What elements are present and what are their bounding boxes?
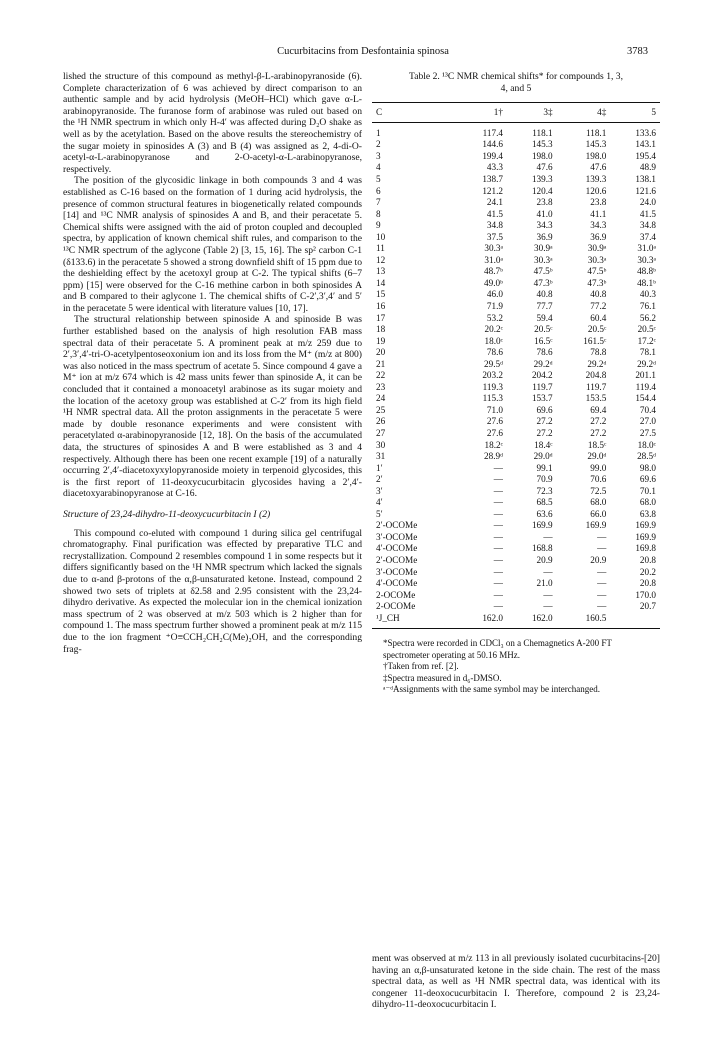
section-heading: Structure of 23,24-dihydro-11-deoxycucurbitacin I (2) — [63, 508, 271, 520]
shift-value-cell: 18.4ᶜ — [534, 439, 553, 450]
paragraph-3: The structural relationship between spinoside A and spinoside B was further established based on the analysis of high resolution FAB mass spectral data of their peracetate 5. A prominent peak at m/z 259 due to 2′,3′,4′-tri-O-acetylpentoseoxonium ion and its loss from the M⁺ (m/z at 800) was also noticed in the mass spectrum of acetate 5. Since compound 4 gave a M⁺ ion at m/z 674 which is 42 mass units fewer than spinoside A, it can be concluded that it contained a monoacetyl arabinose as its sugar moiety and the location of the acetoxy group was established at C-2′ from its high field ¹H NMR spectral data. All the proton assignments in the peracetate 5 were made by double resonance experiments and were consistent with peracetylated α-arabinopyranoside [12, 18]. On the basis of the accumulated data, the structures of spinosides A and B were established as 3 and 4 respectively. Although there has been one recent example [19] of a naturally occurring 2′,4′-diacetoxyxylopyranoside moiety in terpenoid glycosides, this is the first report of 11-deoxycucurbitacin glycosides having a 2′,4′-diacetoxyarabinopyranose at C-16. — [63, 314, 362, 500]
shift-value-cell: 72.5 — [590, 485, 607, 496]
shift-value-cell: 70.6 — [590, 474, 607, 485]
table-row — [372, 324, 660, 336]
table-caption-line-2: 4, and 5 — [500, 82, 532, 94]
shift-value-cell: 41.1 — [590, 208, 607, 219]
table-row — [372, 336, 660, 348]
header-compound-5: 5 — [651, 107, 656, 118]
shift-value-cell: 29.2ᵈ — [587, 358, 607, 369]
shift-value-cell: 71.0 — [486, 404, 503, 415]
shift-value-cell: 34.3 — [590, 220, 607, 231]
shift-value-cell: 70.4 — [639, 404, 656, 415]
shift-value-cell: 119.7 — [532, 381, 553, 392]
shift-value-cell: 153.5 — [585, 393, 607, 404]
carbon-label-cell: 20 — [376, 347, 386, 358]
shift-value-cell: 43.3 — [486, 162, 503, 173]
table-row — [372, 243, 660, 255]
shift-value-cell: 30.3ᵃ — [484, 243, 503, 254]
shift-value-cell: 133.6 — [635, 127, 656, 138]
shift-value-cell: — — [493, 508, 503, 519]
shift-value-cell: 47.6 — [536, 162, 553, 173]
carbon-label-cell: 30 — [376, 439, 386, 450]
shift-value-cell: 56.2 — [639, 312, 656, 323]
carbon-label-cell: 8 — [376, 208, 381, 219]
table-row — [372, 393, 660, 405]
carbon-label-cell: 3 — [376, 150, 381, 161]
shift-value-cell: — — [597, 589, 607, 600]
table-row — [372, 139, 660, 151]
chemical-shift-table — [372, 102, 660, 629]
shift-value-cell: 29.5ᵈ — [484, 358, 503, 369]
shift-value-cell: 139.3 — [585, 173, 607, 184]
shift-value-cell: 119.3 — [482, 381, 503, 392]
shift-value-cell: 27.2 — [536, 428, 553, 438]
shift-value-cell: 40.8 — [536, 289, 553, 300]
footnote-assignments: ᵃ⁻ᵈAssignments with the same symbol may be interchanged. — [383, 683, 600, 694]
shift-value-cell: 78.6 — [486, 347, 503, 358]
shift-value-cell: — — [543, 589, 553, 600]
table-row — [372, 567, 660, 579]
shift-value-cell: 160.5 — [585, 612, 607, 623]
carbon-label-cell: 24 — [376, 393, 386, 404]
shift-value-cell: 30.3ᵃ — [587, 254, 607, 265]
shift-value-cell: 162.0 — [531, 612, 553, 623]
shift-value-cell: 27.2 — [536, 416, 553, 427]
shift-value-cell: — — [493, 589, 503, 600]
table-row — [372, 255, 660, 267]
carbon-label-cell: 26 — [376, 416, 386, 427]
carbon-label-cell: 9 — [376, 220, 381, 231]
shift-value-cell: 69.4 — [590, 404, 607, 415]
shift-value-cell: — — [493, 555, 503, 566]
shift-value-cell: — — [493, 520, 503, 531]
shift-value-cell: 46.0 — [486, 289, 503, 300]
shift-value-cell: — — [493, 474, 503, 485]
table-row — [372, 405, 660, 417]
table-row — [372, 416, 660, 428]
table-row — [372, 382, 660, 394]
table-row — [372, 313, 660, 325]
carbon-label-cell: 14 — [376, 277, 386, 288]
shift-value-cell: 77.7 — [536, 300, 553, 311]
table-row — [372, 601, 660, 613]
shift-value-cell: 24.1 — [486, 197, 503, 208]
shift-value-cell: 30.3ᵃ — [534, 254, 553, 265]
table-row — [372, 590, 660, 602]
shift-value-cell: 31.0ᵃ — [484, 254, 503, 265]
carbon-label-cell: 2-OCOMe — [376, 601, 416, 612]
carbon-label-cell: 3′ — [376, 485, 383, 496]
shift-value-cell: 31.0ᵃ — [637, 243, 656, 254]
shift-value-cell: — — [493, 601, 503, 612]
shift-value-cell: 143.1 — [635, 139, 656, 150]
page-number: 3783 — [627, 46, 648, 57]
shift-value-cell: 144.6 — [482, 139, 503, 150]
shift-value-cell: 169.9 — [635, 520, 656, 531]
shift-value-cell: 37.5 — [486, 231, 503, 242]
table-row — [372, 151, 660, 163]
shift-value-cell: 48.8ᵇ — [637, 266, 656, 277]
table-row — [372, 463, 660, 475]
table-row — [372, 440, 660, 452]
shift-value-cell: 27.6 — [486, 428, 503, 438]
shift-value-cell: 198.0 — [585, 150, 607, 161]
shift-value-cell: — — [543, 566, 553, 577]
carbon-label-cell: 16 — [376, 300, 386, 311]
paragraph-2: The position of the glycosidic linkage in both compounds 3 and 4 was established as C-16 based on the formation of 1 during acid hydrolysis, the presence of common structural features in biogenetically related compounds [14] and ¹³C NMR analysis of spinosides A and B, and their peracetate 5. Chemical shifts were assigned with the aid of proton coupled and decoupled spectra, by application of known chemical shift rules, and comparison to the ¹³C NMR spectrum of the aglycone (Table 2) [3, 15, 16]. The sp² carbon C-1 (δ133.6) in the peracetate 5 showed a strong downfield shift of 15 ppm due to the deshielding effect by the acetoxyl group at C-2. The typical shifts (6–7 ppm) [15] were observed for the C-16 methine carbon in both spinosides A and B compared to their aglycone 1. The chemical shifts of C-2′,3′,4′ and 5′ in the peracetate 5 were identical with literature values [10, 17]. — [63, 175, 362, 314]
table-body — [372, 122, 660, 629]
carbon-label-cell: 31 — [376, 451, 386, 462]
shift-value-cell: 78.8 — [590, 347, 607, 358]
table-row — [372, 613, 660, 629]
shift-value-cell: 69.6 — [536, 404, 553, 415]
shift-value-cell: — — [597, 566, 607, 577]
shift-value-cell: 78.1 — [639, 347, 656, 358]
shift-value-cell: 20.5ᶜ — [587, 324, 607, 335]
carbon-label-cell: 6 — [376, 185, 381, 196]
shift-value-cell: 24.0 — [639, 197, 656, 208]
table-row — [372, 497, 660, 509]
shift-value-cell: 20.5ᶜ — [534, 324, 553, 335]
carbon-label-cell: 17 — [376, 312, 386, 323]
shift-value-cell: 48.9 — [639, 162, 656, 173]
shift-value-cell: 145.3 — [531, 139, 553, 150]
shift-value-cell: — — [493, 485, 503, 496]
right-column — [372, 71, 660, 695]
shift-value-cell: 47.3ᵇ — [587, 277, 607, 288]
footnote-spectra: *Spectra were recorded in CDCl₃ on a Chemagnetics A-200 FT spectrometer operating at 50.16 MHz. — [383, 638, 612, 660]
shift-value-cell: 48.7ᵇ — [484, 266, 503, 277]
shift-value-cell: 29.0ᵈ — [587, 451, 607, 462]
right-column-bottom — [372, 953, 660, 1011]
shift-value-cell: 99.1 — [536, 462, 553, 473]
table-row — [372, 543, 660, 555]
shift-value-cell: 115.3 — [482, 393, 503, 404]
carbon-label-cell: 25 — [376, 404, 386, 415]
shift-value-cell: 48.1ᵇ — [637, 277, 656, 288]
carbon-label-cell: 7 — [376, 197, 381, 208]
shift-value-cell — [610, 613, 660, 629]
shift-value-cell: 153.7 — [531, 393, 553, 404]
table-row — [372, 347, 660, 359]
shift-value-cell: 169.9 — [585, 520, 607, 531]
continuation-paragraph: ment was observed at m/z 113 in all previously isolated cucurbitacins-[20] having an α,β-unsaturated ketone in the side chain. The rest of the mass spectral data, as well as ¹H NMR spectral data, was identical with its congener 11-deoxocucurbitacin I. Therefore, compound 2 is 23,24-dihydro-11-deoxocucurbitacin I. — [372, 953, 660, 1011]
carbon-label-cell: 5 — [376, 173, 381, 184]
shift-value-cell: 23.8 — [536, 197, 553, 208]
shift-value-cell: 199.4 — [482, 150, 503, 161]
running-head-title: Cucurbitacins from Desfontainia spinosa — [277, 46, 449, 57]
section-paragraph: This compound co-eluted with compound 1 during silica gel centrifugal chromatography. Final purification was effected by preparative TLC and recrystallization. Compound 2 resembles compound 1 in some respects but it differs significantly based on the ¹H NMR spectrum which lacked the signals due to α-and β-protons of the α,β-unsaturated ketone. Instead, compound 2 showed two sets of triplets at δ2.58 and 2.95 consistent with the 23,24-dihydro derivative. As expected the molecular ion in the chemical ionization mass spectrum of 2 was observed at m/z 503 which is 2 higher than for compound 1. The mass spectrum further showed a prominent peak at m/z 115 due to the ion fragment ⁺O≡CCH₂CH₂C(Me)₂OH, and the corresponding frag- — [63, 527, 362, 655]
shift-value-cell: 47.3ᵇ — [533, 277, 553, 288]
shift-value-cell: — — [493, 566, 503, 577]
carbon-label-cell: 19 — [376, 335, 386, 346]
table-row — [372, 301, 660, 313]
shift-value-cell: 68.0 — [639, 497, 656, 508]
shift-value-cell: — — [597, 578, 607, 589]
shift-value-cell: 98.0 — [639, 462, 656, 473]
shift-value-cell: 29.2ᵈ — [533, 358, 553, 369]
carbon-label-cell: 3′-OCOMe — [376, 531, 418, 542]
shift-value-cell: — — [493, 462, 503, 473]
shift-value-cell: 120.6 — [585, 185, 607, 196]
shift-value-cell: 34.3 — [536, 220, 553, 231]
header-compound-3: 3‡ — [543, 107, 553, 118]
shift-value-cell: 27.2 — [590, 428, 607, 438]
shift-value-cell: 47.5ᵇ — [587, 266, 607, 277]
left-column — [63, 71, 362, 655]
shift-value-cell: 41.5 — [639, 208, 656, 219]
shift-value-cell: — — [493, 531, 503, 542]
shift-value-cell: 53.2 — [486, 312, 503, 323]
shift-value-cell: 27.6 — [486, 416, 503, 427]
carbon-label-cell: 4 — [376, 162, 381, 173]
table-caption — [372, 71, 660, 94]
carbon-label-cell: 27 — [376, 428, 386, 438]
table-row — [372, 289, 660, 301]
shift-value-cell: 16.5ᶜ — [534, 335, 553, 346]
shift-value-cell: 68.5 — [536, 497, 553, 508]
shift-value-cell: 20.9 — [536, 555, 553, 566]
shift-value-cell: — — [493, 497, 503, 508]
shift-value-cell: 47.6 — [590, 162, 607, 173]
shift-value-cell: 17.2ᶜ — [637, 335, 656, 346]
carbon-label-cell: 15 — [376, 289, 386, 300]
table-row — [372, 162, 660, 174]
table-row — [372, 232, 660, 244]
shift-value-cell: — — [543, 601, 553, 612]
table-row — [372, 359, 660, 371]
table-row — [372, 555, 660, 567]
carbon-label-cell: 5′ — [376, 508, 383, 519]
shift-value-cell: 138.1 — [635, 173, 656, 184]
shift-value-cell: 195.4 — [635, 150, 656, 161]
carbon-label-cell: ¹J_CH — [376, 612, 400, 623]
carbon-label-cell: 2′ — [376, 474, 383, 485]
header-c: C — [376, 107, 383, 118]
shift-value-cell: 72.3 — [536, 485, 553, 496]
shift-value-cell: 121.6 — [635, 185, 656, 196]
table-row — [372, 486, 660, 498]
shift-value-cell: 20.9 — [590, 555, 607, 566]
shift-value-cell: 30.9ᵃ — [587, 243, 607, 254]
shift-value-cell: 117.4 — [482, 127, 503, 138]
carbon-label-cell: 2-OCOMe — [376, 589, 416, 600]
carbon-label-cell: 13 — [376, 266, 386, 277]
shift-value-cell: 169.8 — [635, 543, 656, 554]
paragraph-1: lished the structure of this compound as methyl-β-L-arabinopyranoside (6). Complete characterization of 6 was achieved by direct comparison to an authentic sample and by acid hydrolysis (MeOH–HCl) which gave α-L-arabinopyranoside. The furanose form of arabinose was ruled out based on the ¹H NMR spectrum in which only H-4′ was affected during D₂O shake as well as by the acetylation. Based on the above results the stereochemistry of the sugar moiety in spinosides A (3) and B (4) was assigned as 2, 4-di-O-acetyl-α-L-arabinopyranose and 2-O-acetyl-α-L-arabinopyranose, respectively. — [63, 71, 362, 175]
carbon-label-cell: 2 — [376, 139, 381, 150]
carbon-label-cell: 1 — [376, 127, 381, 138]
shift-value-cell: 120.4 — [531, 185, 553, 196]
shift-value-cell: 118.1 — [585, 127, 607, 138]
shift-value-cell: 34.8 — [486, 220, 503, 231]
shift-value-cell: 68.0 — [590, 497, 607, 508]
table-row — [372, 578, 660, 590]
carbon-label-cell: 2′-OCOMe — [376, 520, 418, 531]
shift-value-cell: 41.5 — [486, 208, 503, 219]
header-compound-1: 1† — [493, 107, 503, 118]
running-head — [78, 46, 648, 58]
shift-value-cell: 30.9ᵃ — [534, 243, 553, 254]
shift-value-cell: 21.0 — [536, 578, 553, 589]
table-row — [372, 174, 660, 186]
shift-value-cell: 63.6 — [536, 508, 553, 519]
shift-value-cell: 168.8 — [531, 543, 553, 554]
shift-value-cell: 63.8 — [639, 508, 656, 519]
table-row — [372, 122, 660, 139]
carbon-label-cell: 4′-OCOMe — [376, 543, 418, 554]
shift-value-cell: 37.4 — [639, 231, 656, 242]
shift-value-cell: 154.4 — [635, 393, 656, 404]
shift-value-cell: 170.0 — [635, 589, 656, 600]
shift-value-cell: 29.0ᵈ — [533, 451, 553, 462]
shift-value-cell: 40.8 — [590, 289, 607, 300]
carbon-label-cell: 3′-OCOMe — [376, 566, 418, 577]
shift-value-cell: 49.0ᵇ — [484, 277, 503, 288]
carbon-label-cell: 12 — [376, 254, 386, 265]
shift-value-cell: 18.0ᶜ — [484, 335, 503, 346]
shift-value-cell: 77.2 — [590, 300, 607, 311]
carbon-label-cell: 18 — [376, 324, 386, 335]
shift-value-cell: 30.3ᵃ — [637, 254, 656, 265]
shift-value-cell: 59.4 — [536, 312, 553, 323]
shift-value-cell: — — [597, 601, 607, 612]
shift-value-cell: 201.1 — [635, 370, 656, 381]
carbon-label-cell: 11 — [376, 243, 385, 254]
carbon-label-cell: 1′ — [376, 462, 383, 473]
shift-value-cell: 27.0 — [639, 416, 656, 427]
shift-value-cell: 71.9 — [486, 300, 503, 311]
shift-value-cell: 41.0 — [536, 208, 553, 219]
shift-value-cell: 40.3 — [639, 289, 656, 300]
shift-value-cell: 161.5ᶜ — [583, 335, 607, 346]
table-row — [372, 186, 660, 198]
carbon-label-cell: 10 — [376, 231, 386, 242]
shift-value-cell: 23.8 — [590, 197, 607, 208]
shift-value-cell: 138.7 — [482, 173, 503, 184]
shift-value-cell: 169.9 — [531, 520, 553, 531]
shift-value-cell: — — [597, 543, 607, 554]
shift-value-cell: 28.9ᵈ — [484, 451, 503, 462]
shift-value-cell: 27.2 — [590, 416, 607, 427]
shift-value-cell: 119.7 — [585, 381, 607, 392]
shift-value-cell: 20.5ᶜ — [637, 324, 656, 335]
shift-value-cell: 66.0 — [590, 508, 607, 519]
shift-value-cell: 20.8 — [639, 555, 656, 566]
carbon-label-cell: 4′ — [376, 497, 383, 508]
shift-value-cell: 99.0 — [590, 462, 607, 473]
table-row — [372, 209, 660, 221]
shift-value-cell: 20.2ᶜ — [484, 324, 503, 335]
table-footnotes — [372, 638, 660, 695]
shift-value-cell: 34.8 — [639, 220, 656, 231]
shift-value-cell: 204.2 — [531, 370, 553, 381]
shift-value-cell: 169.9 — [635, 531, 656, 542]
shift-value-cell: 20.2 — [639, 566, 656, 577]
shift-value-cell: 20.8 — [639, 578, 656, 589]
header-compound-4: 4‡ — [597, 107, 607, 118]
shift-value-cell: 18.0ᶜ — [637, 439, 656, 450]
table-row — [372, 451, 660, 463]
shift-value-cell: 70.9 — [536, 474, 553, 485]
shift-value-cell: 118.1 — [532, 127, 553, 138]
shift-value-cell: 36.9 — [536, 231, 553, 242]
shift-value-cell: 70.1 — [639, 485, 656, 496]
shift-value-cell: 29.2ᵈ — [637, 358, 656, 369]
shift-value-cell: 18.2ᶜ — [484, 439, 503, 450]
shift-value-cell: 198.0 — [531, 150, 553, 161]
shift-value-cell: — — [493, 578, 503, 589]
table-header-row — [372, 103, 660, 123]
carbon-label-cell: 2′-OCOMe — [376, 555, 418, 566]
shift-value-cell: 139.3 — [531, 173, 553, 184]
shift-value-cell: 18.5ᶜ — [587, 439, 607, 450]
shift-value-cell: 76.1 — [639, 300, 656, 311]
shift-value-cell: 27.5 — [639, 428, 656, 438]
table-row — [372, 428, 660, 440]
shift-value-cell: 121.2 — [482, 185, 503, 196]
table-caption-line-1: Table 2. ¹³C NMR chemical shifts* for compounds 1, 3, — [409, 71, 623, 82]
shift-value-cell: 36.9 — [590, 231, 607, 242]
table-row — [372, 520, 660, 532]
shift-value-cell: 69.6 — [639, 474, 656, 485]
shift-value-cell: 60.4 — [590, 312, 607, 323]
shift-value-cell: 119.4 — [635, 381, 656, 392]
table-row — [372, 532, 660, 544]
table-row — [372, 278, 660, 290]
shift-value-cell: 20.7 — [639, 601, 656, 612]
table-row — [372, 370, 660, 382]
shift-value-cell: — — [597, 531, 607, 542]
shift-value-cell: 203.2 — [482, 370, 503, 381]
footnote-ref: †Taken from ref. [2]. — [383, 661, 459, 672]
shift-value-cell: 47.5ᵇ — [533, 266, 553, 277]
shift-value-cell: — — [493, 543, 503, 554]
carbon-label-cell: 4′-OCOMe — [376, 578, 418, 589]
shift-value-cell: 204.8 — [585, 370, 607, 381]
shift-value-cell: 145.3 — [585, 139, 607, 150]
shift-value-cell: 78.6 — [536, 347, 553, 358]
table-row — [372, 266, 660, 278]
table-row — [372, 509, 660, 521]
table-row — [372, 197, 660, 209]
table-row — [372, 474, 660, 486]
carbon-label-cell: 23 — [376, 381, 386, 392]
carbon-label-cell: 22 — [376, 370, 386, 381]
shift-value-cell: 162.0 — [482, 612, 503, 623]
shift-value-cell: 28.5ᵈ — [637, 451, 656, 462]
carbon-label-cell: 21 — [376, 358, 386, 369]
footnote-solvent: ‡Spectra measured in d₆-DMSO. — [383, 672, 502, 683]
shift-value-cell: — — [543, 531, 553, 542]
table-row — [372, 220, 660, 232]
